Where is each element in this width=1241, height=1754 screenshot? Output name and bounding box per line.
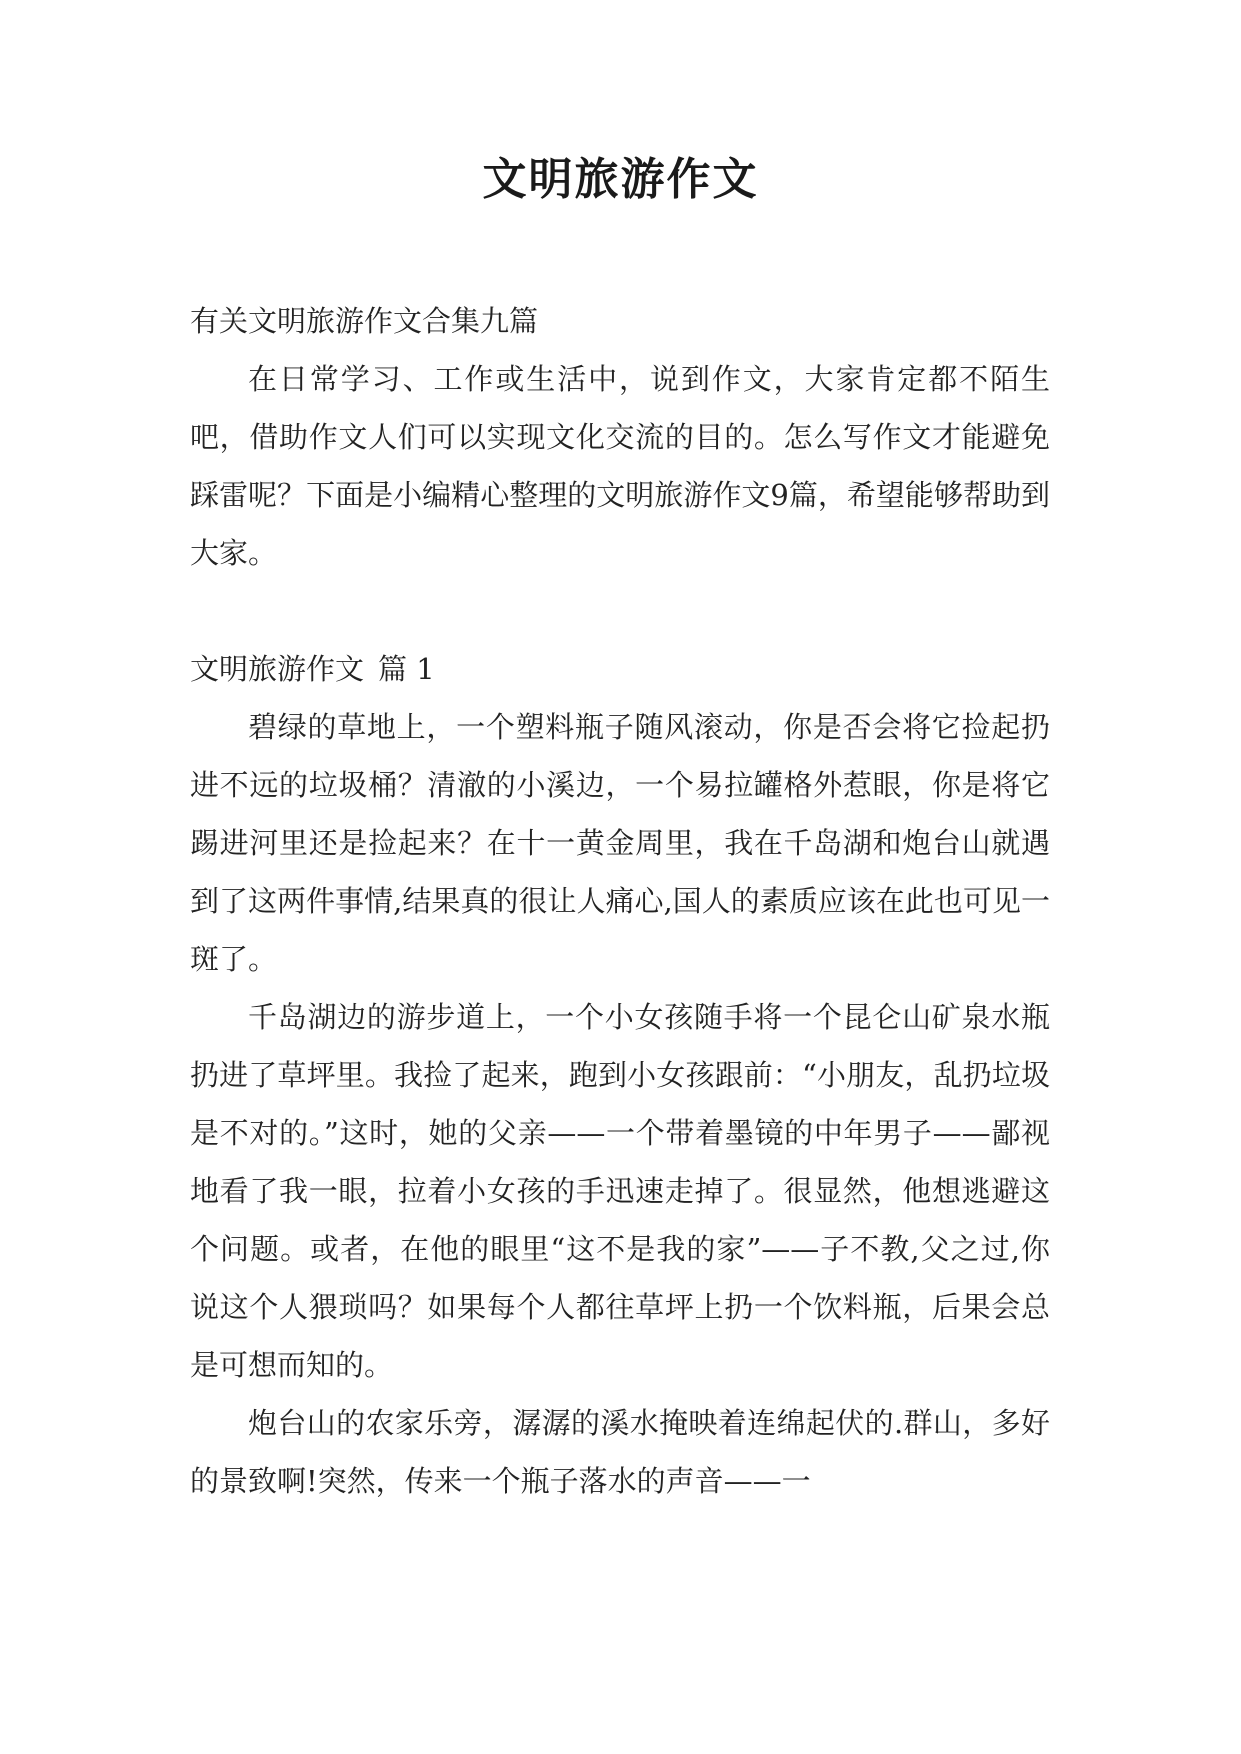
section-paragraph-3: 炮台山的农家乐旁，潺潺的溪水掩映着连绵起伏的.群山，多好的景致啊!突然，传来一个瓶子落水的声音——一 <box>190 1406 1050 1498</box>
page-title: 文明旅游作文 <box>482 154 759 205</box>
intro-heading: 有关文明旅游作文合集九篇 <box>190 304 539 338</box>
intro-paragraph: 在日常学习、工作或生活中，说到作文，大家肯定都不陌生吧，借助作文人们可以实现文化交流的目的。怎么写作文才能避免踩雷呢？下面是小编精心整理的文明旅游作文9篇，希望能够帮助到大家。 <box>190 362 1050 570</box>
section-paragraph-1: 碧绿的草地上，一个塑料瓶子随风滚动，你是否会将它捡起扔进不远的垃圾桶？清澈的小溪边，一个易拉罐格外惹眼，你是将它踢进河里还是捡起来？在十一黄金周里，我在千岛湖和炮台山就遇到了这两件事情,结果真的很让人痛心,国人的素质应该在此也可见一斑了。 <box>190 710 1050 976</box>
section-heading-number: 篇 1 <box>378 652 435 686</box>
section-paragraph-2: 千岛湖边的游步道上，一个小女孩随手将一个昆仑山矿泉水瓶扔进了草坪里。我捡了起来，跑到小女孩跟前：“小朋友，乱扔垃圾是不对的。”这时，她的父亲——一个带着墨镜的中年男子——鄙视地看了我一眼，拉着小女孩的手迅速走掉了。很显然，他想逃避这个问题。或者，在他的眼里“这不是我的家”——子不教,父之过,你说这个人猥琐吗？如果每个人都往草坪上扔一个饮料瓶，后果会总是可想而知的。 <box>190 1000 1050 1382</box>
document-body <box>190 292 1050 1510</box>
section-heading <box>190 640 1050 698</box>
section-spacer <box>190 582 1050 640</box>
section-heading-name: 文明旅游作文 <box>190 652 365 686</box>
